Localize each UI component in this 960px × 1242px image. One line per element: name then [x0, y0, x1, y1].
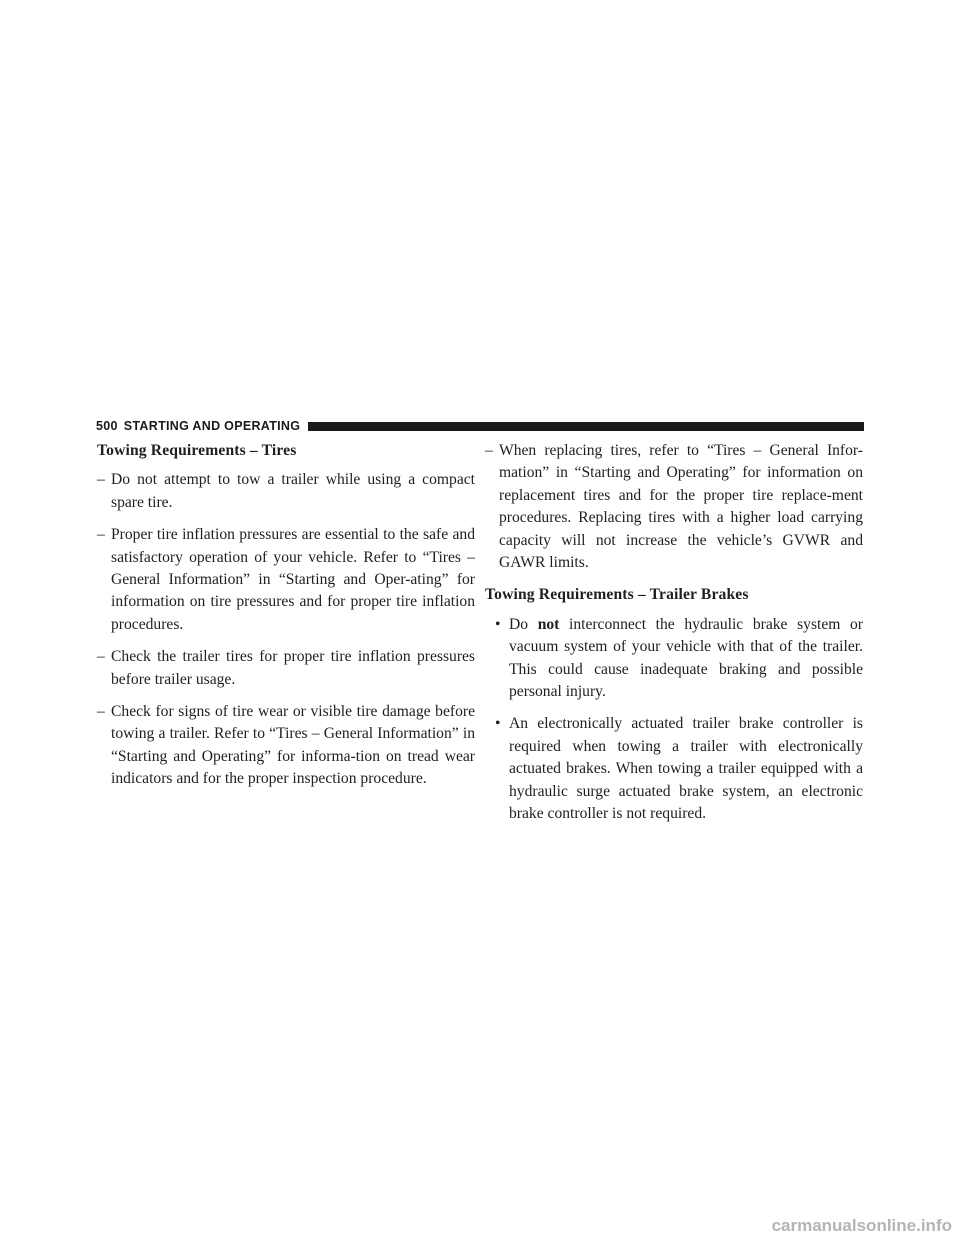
header-rule	[308, 422, 864, 431]
heading-towing-tires: Towing Requirements – Tires	[97, 442, 297, 459]
bullet-text: An electronically actuated trailer brake controller is required when towing a trailer with electronically actuated brakes. When towing a trailer equipped with a hydraulic surge actuated brake system, an electronic brake controller is not required.	[509, 715, 863, 823]
right-column	[485, 440, 863, 836]
list-item-text: Check the trailer tires for proper tire inflation pressures before trailer usage.	[111, 648, 475, 688]
dash-marker: –	[97, 471, 105, 489]
dash-marker: –	[97, 526, 105, 544]
list-item-text: Proper tire inflation pressures are essential to the safe and satisfactory operation of your vehicle. Refer to “Tires – General Information” in “Starting and Oper-ating” for information on tire pressures and for proper tire inflation procedures.	[111, 526, 475, 633]
section-title: STARTING AND OPERATING	[123, 419, 301, 433]
heading-trailer-brakes: Towing Requirements – Trailer Brakes	[485, 586, 749, 604]
dash-marker: –	[97, 648, 105, 666]
list-item-text: Do not attempt to tow a trailer while using a compact spare tire.	[111, 471, 475, 511]
bullet-prefix: Do	[509, 615, 529, 633]
bullet-marker: •	[495, 615, 501, 633]
page-header	[96, 420, 864, 433]
bullet-item	[485, 614, 863, 704]
dash-marker: –	[485, 442, 493, 459]
list-item-text: Check for signs of tire wear or visible tire damage before towing a trailer. Refer to “Tires – General Information” in “Starting and Operating” for informa-tion on tread wear indicators and for the proper inspection procedure.	[111, 703, 475, 788]
list-item-text: When replacing tires, refer to “Tires – General Infor-mation” in “Starting and Operating” for information on replacement tires and for the proper tire replace-ment procedures. Replacing tires with a higher load carrying capacity will not increase the vehicle’s GVWR and GAWR limits.	[499, 442, 863, 572]
list-item	[97, 646, 475, 691]
list-item	[485, 440, 863, 574]
list-item	[97, 701, 475, 791]
bullet-item	[485, 713, 863, 825]
watermark: carmanualsonline.info	[771, 1216, 952, 1235]
left-column	[97, 440, 475, 801]
page-number: 500	[96, 419, 118, 433]
dash-marker: –	[97, 703, 105, 721]
bullet-emphasis: not	[537, 615, 560, 633]
list-item	[97, 469, 475, 514]
bullet-text: interconnect the hydraulic brake system or vacuum system of your vehicle with that of the trailer. This could cause inadequate braking and possible personal injury.	[509, 615, 863, 701]
bullet-marker: •	[495, 715, 501, 733]
list-item	[97, 524, 475, 636]
